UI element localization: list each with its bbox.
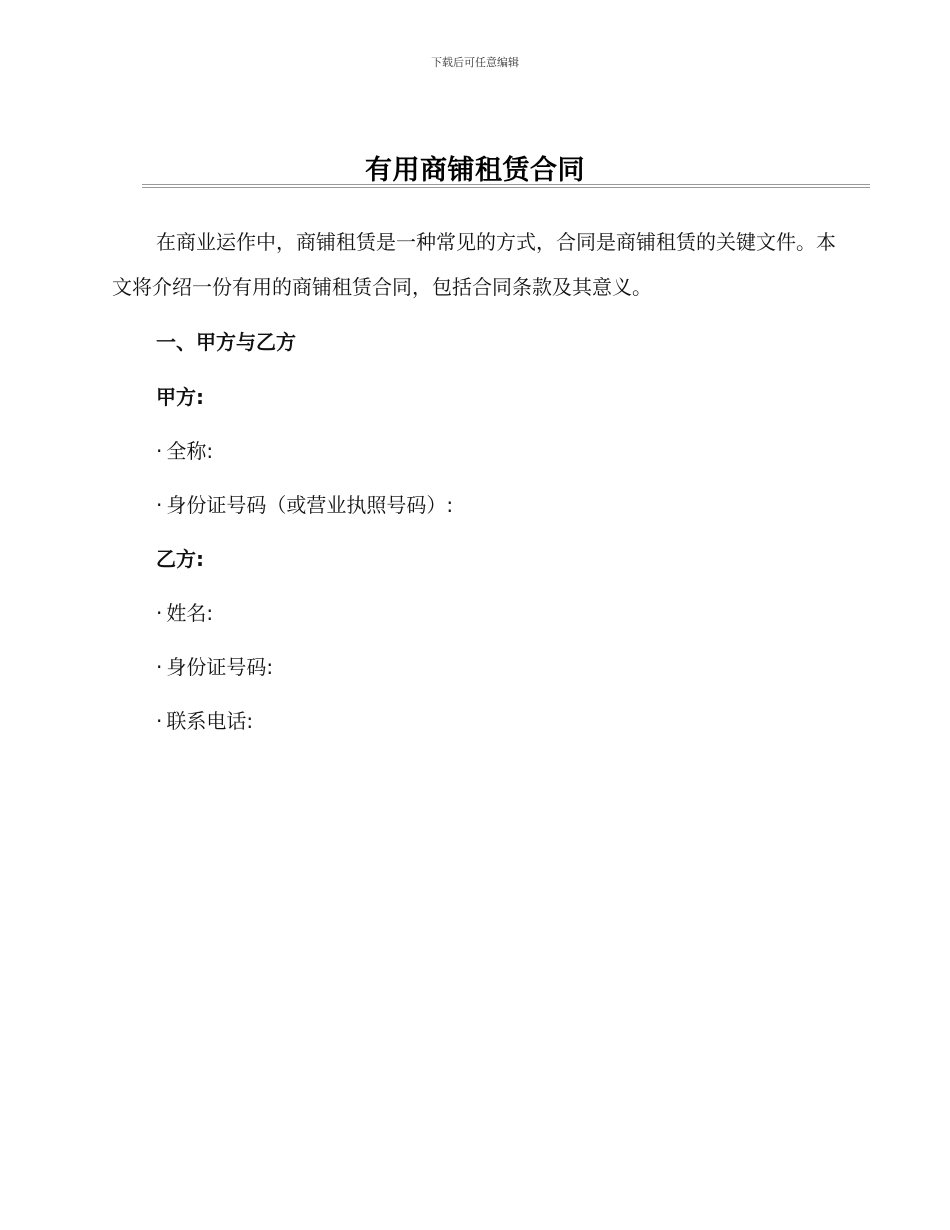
intro-paragraph: 在商业运作中，商铺租赁是一种常见的方式，合同是商铺租赁的关键文件。本文将介绍一份有用的商铺租赁合同，包括合同条款及其意义。 bbox=[112, 230, 836, 299]
party-b-name-item bbox=[156, 597, 213, 626]
title-double-rule bbox=[142, 184, 870, 188]
party-b-name-label: 姓名: bbox=[166, 601, 214, 625]
bullet-icon: · bbox=[156, 601, 163, 625]
party-a-id-item bbox=[156, 489, 453, 518]
party-b-id-label: 身份证号码: bbox=[166, 655, 274, 679]
party-b-phone-item bbox=[156, 705, 253, 734]
bullet-icon: · bbox=[156, 493, 163, 517]
header-note: 下载后可任意编辑 bbox=[431, 56, 519, 69]
bullet-icon: · bbox=[156, 439, 163, 463]
party-a-id-label: 身份证号码（或营业执照号码）: bbox=[166, 493, 454, 517]
document-title: 有用商铺租赁合同 bbox=[365, 155, 585, 186]
bullet-icon: · bbox=[156, 709, 163, 733]
section-heading-parties: 一、甲方与乙方 bbox=[156, 330, 296, 354]
bullet-icon: · bbox=[156, 655, 163, 679]
party-a-label: 甲方: bbox=[156, 385, 204, 409]
party-b-id-item bbox=[156, 651, 273, 680]
party-b-label: 乙方: bbox=[156, 547, 204, 571]
party-a-fullname-label: 全称: bbox=[166, 439, 214, 463]
party-a-fullname-item bbox=[156, 435, 213, 464]
party-b-phone-label: 联系电话: bbox=[166, 709, 254, 733]
